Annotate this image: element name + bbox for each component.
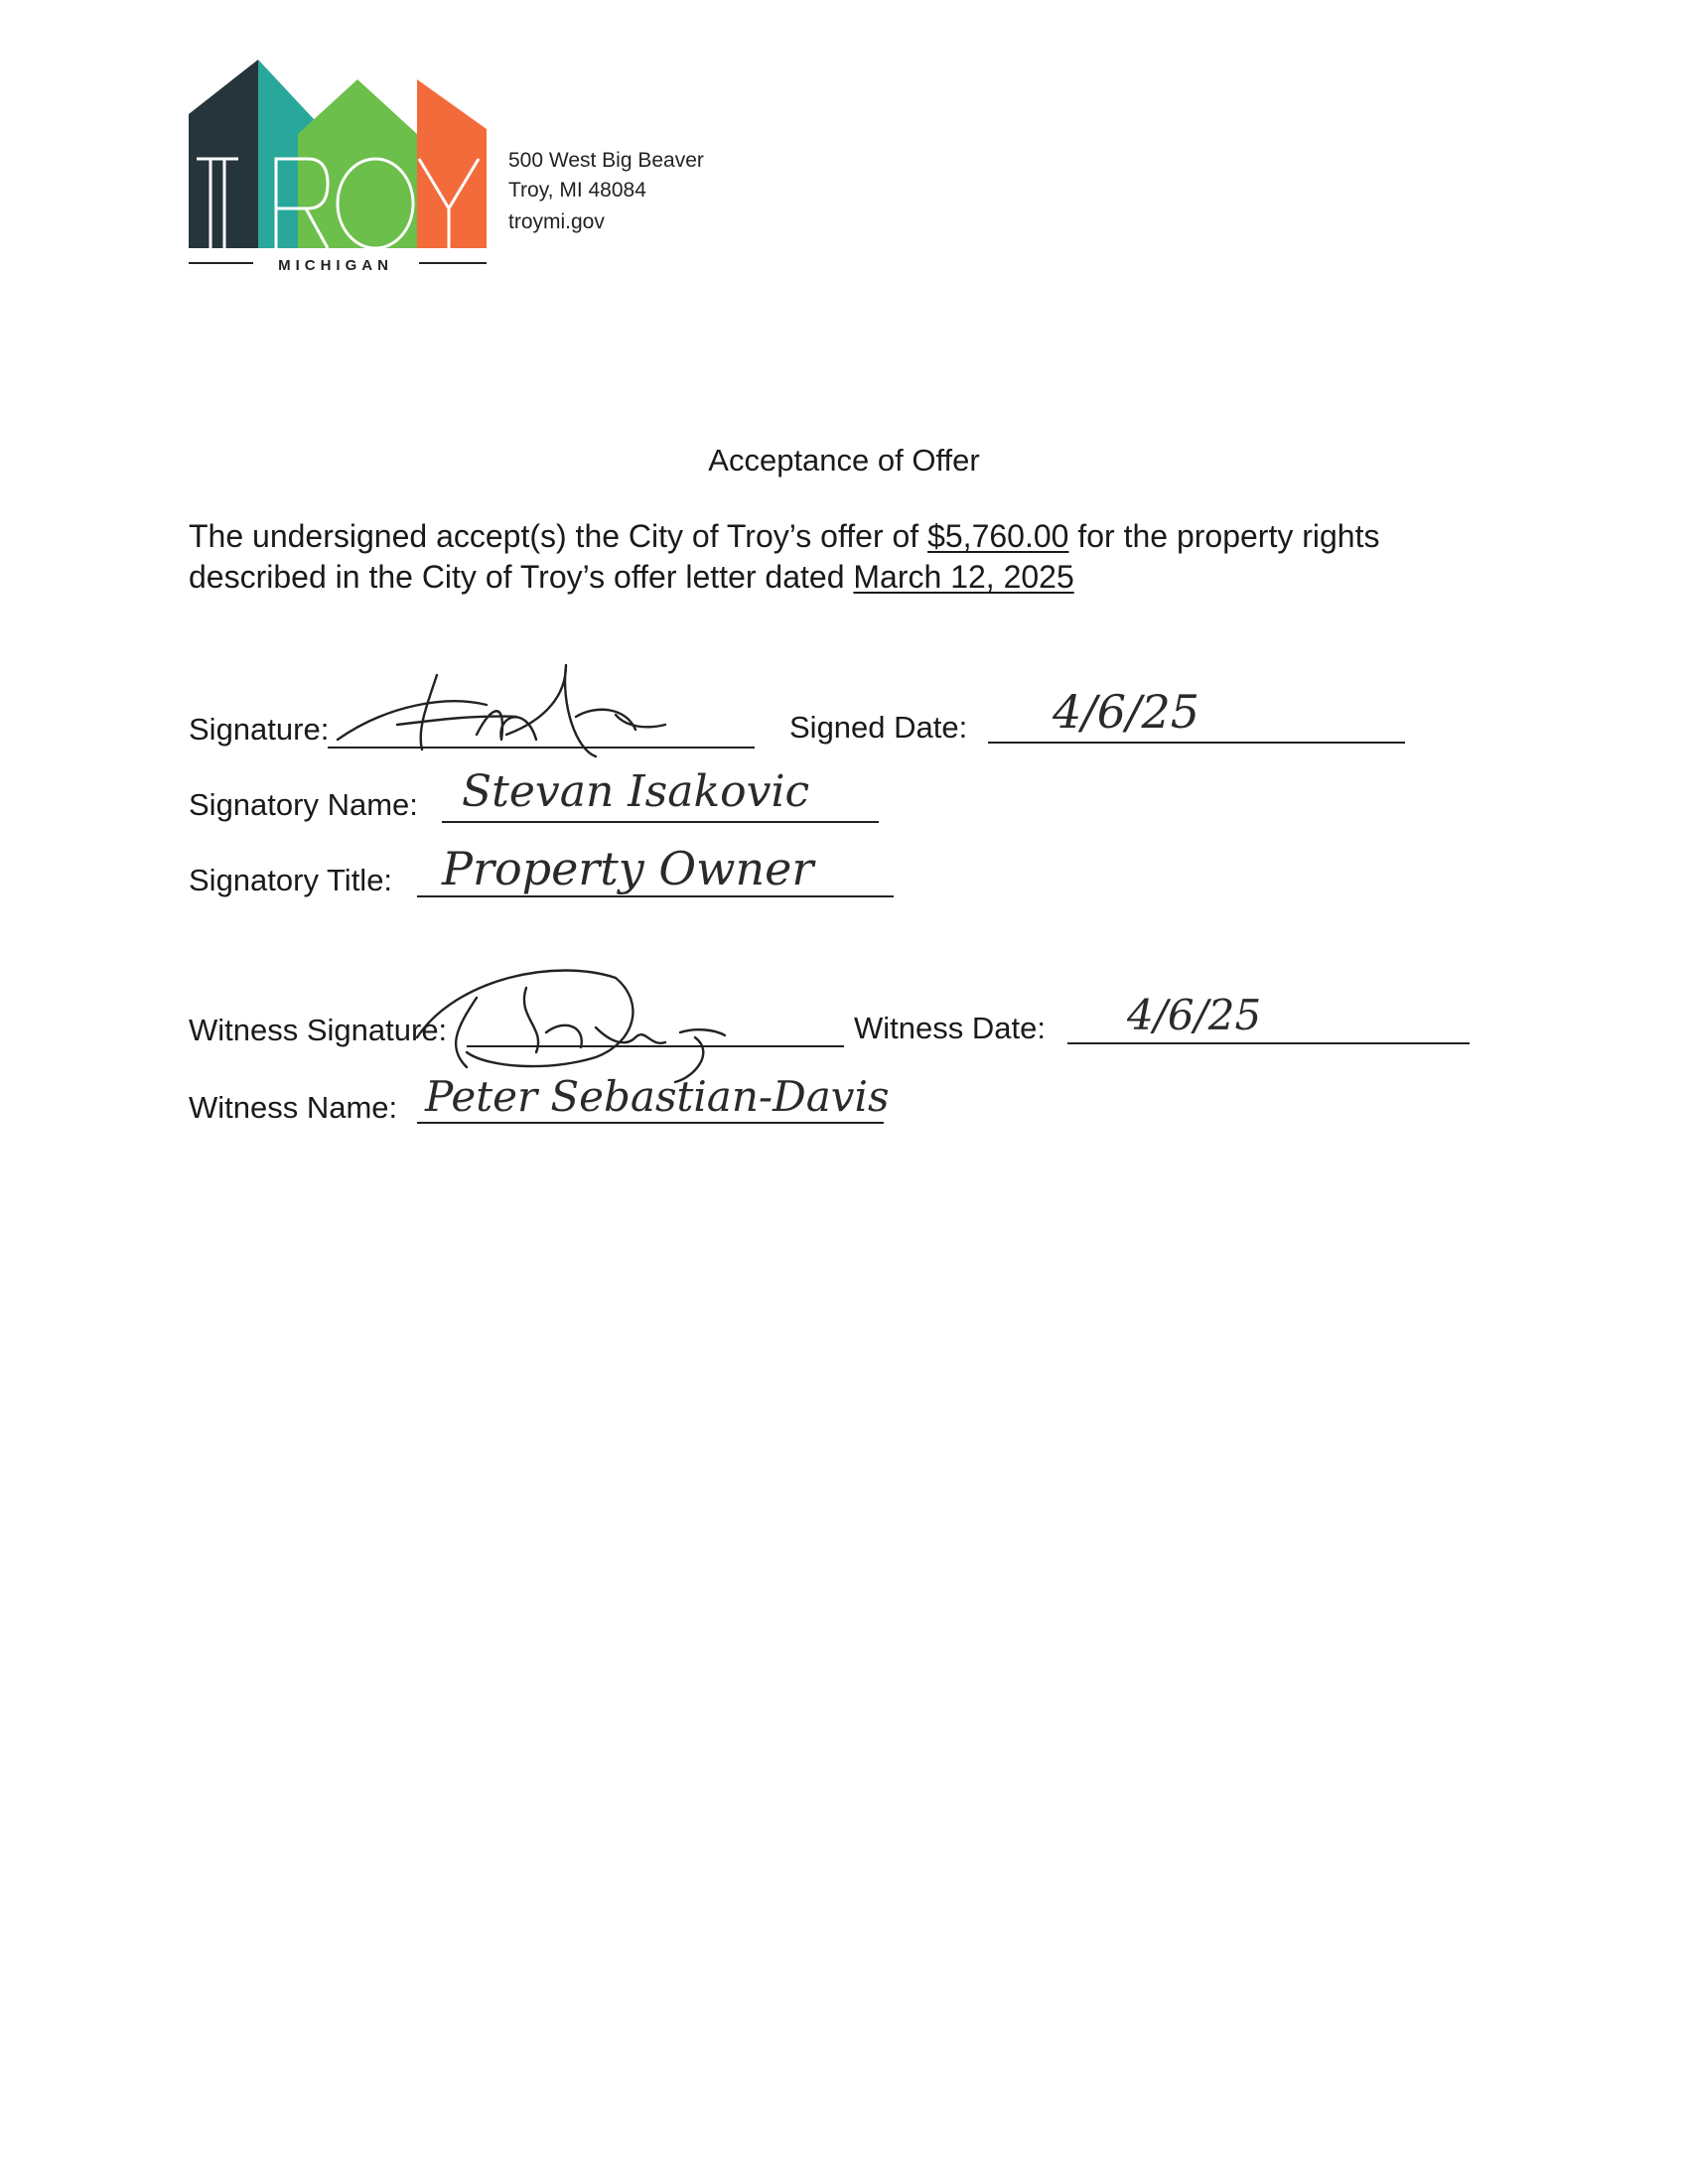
witness-date-line — [1067, 1042, 1470, 1044]
witness-date-value: 4/6/25 — [1127, 991, 1262, 1039]
witness-name-label: Witness Name: — [189, 1090, 398, 1125]
signed-date-line — [988, 742, 1405, 744]
signatory-title-value: Property Owner — [442, 842, 814, 895]
signature-label: Signature: — [189, 712, 330, 747]
offer-statement — [189, 516, 1499, 598]
offer-letter-date: March 12, 2025 — [853, 559, 1074, 595]
address-line-1: 500 West Big Beaver — [508, 149, 704, 172]
owner-signature — [328, 645, 705, 774]
logo-michigan-text: MICHIGAN — [278, 257, 393, 274]
witness-date-label: Witness Date: — [854, 1011, 1046, 1045]
troy-michigan-logo — [189, 60, 487, 278]
website-text: troymi.gov — [508, 210, 605, 233]
offer-text-middle: for the property rights described in the City of Troy’s offer letter dated — [189, 518, 1380, 595]
signed-date-label: Signed Date: — [789, 710, 968, 745]
signatory-name-label: Signatory Name: — [189, 787, 418, 822]
signed-date-value: 4/6/25 — [1053, 685, 1200, 739]
signatory-name-line — [442, 821, 879, 823]
offer-text-prefix: The undersigned accept(s) the City of Troy’s offer of — [189, 518, 928, 554]
document-title: Acceptance of Offer — [708, 443, 980, 478]
address-line-2: Troy, MI 48084 — [508, 179, 646, 202]
witness-name-value: Peter Sebastian-Davis — [425, 1072, 890, 1121]
offer-amount: $5,760.00 — [927, 518, 1069, 554]
signatory-title-line — [417, 895, 894, 897]
witness-name-line — [417, 1122, 884, 1124]
witness-signature-label: Witness Signature: — [189, 1013, 448, 1047]
signatory-title-label: Signatory Title: — [189, 863, 393, 897]
signatory-name-value: Stevan Isakovic — [462, 766, 810, 817]
